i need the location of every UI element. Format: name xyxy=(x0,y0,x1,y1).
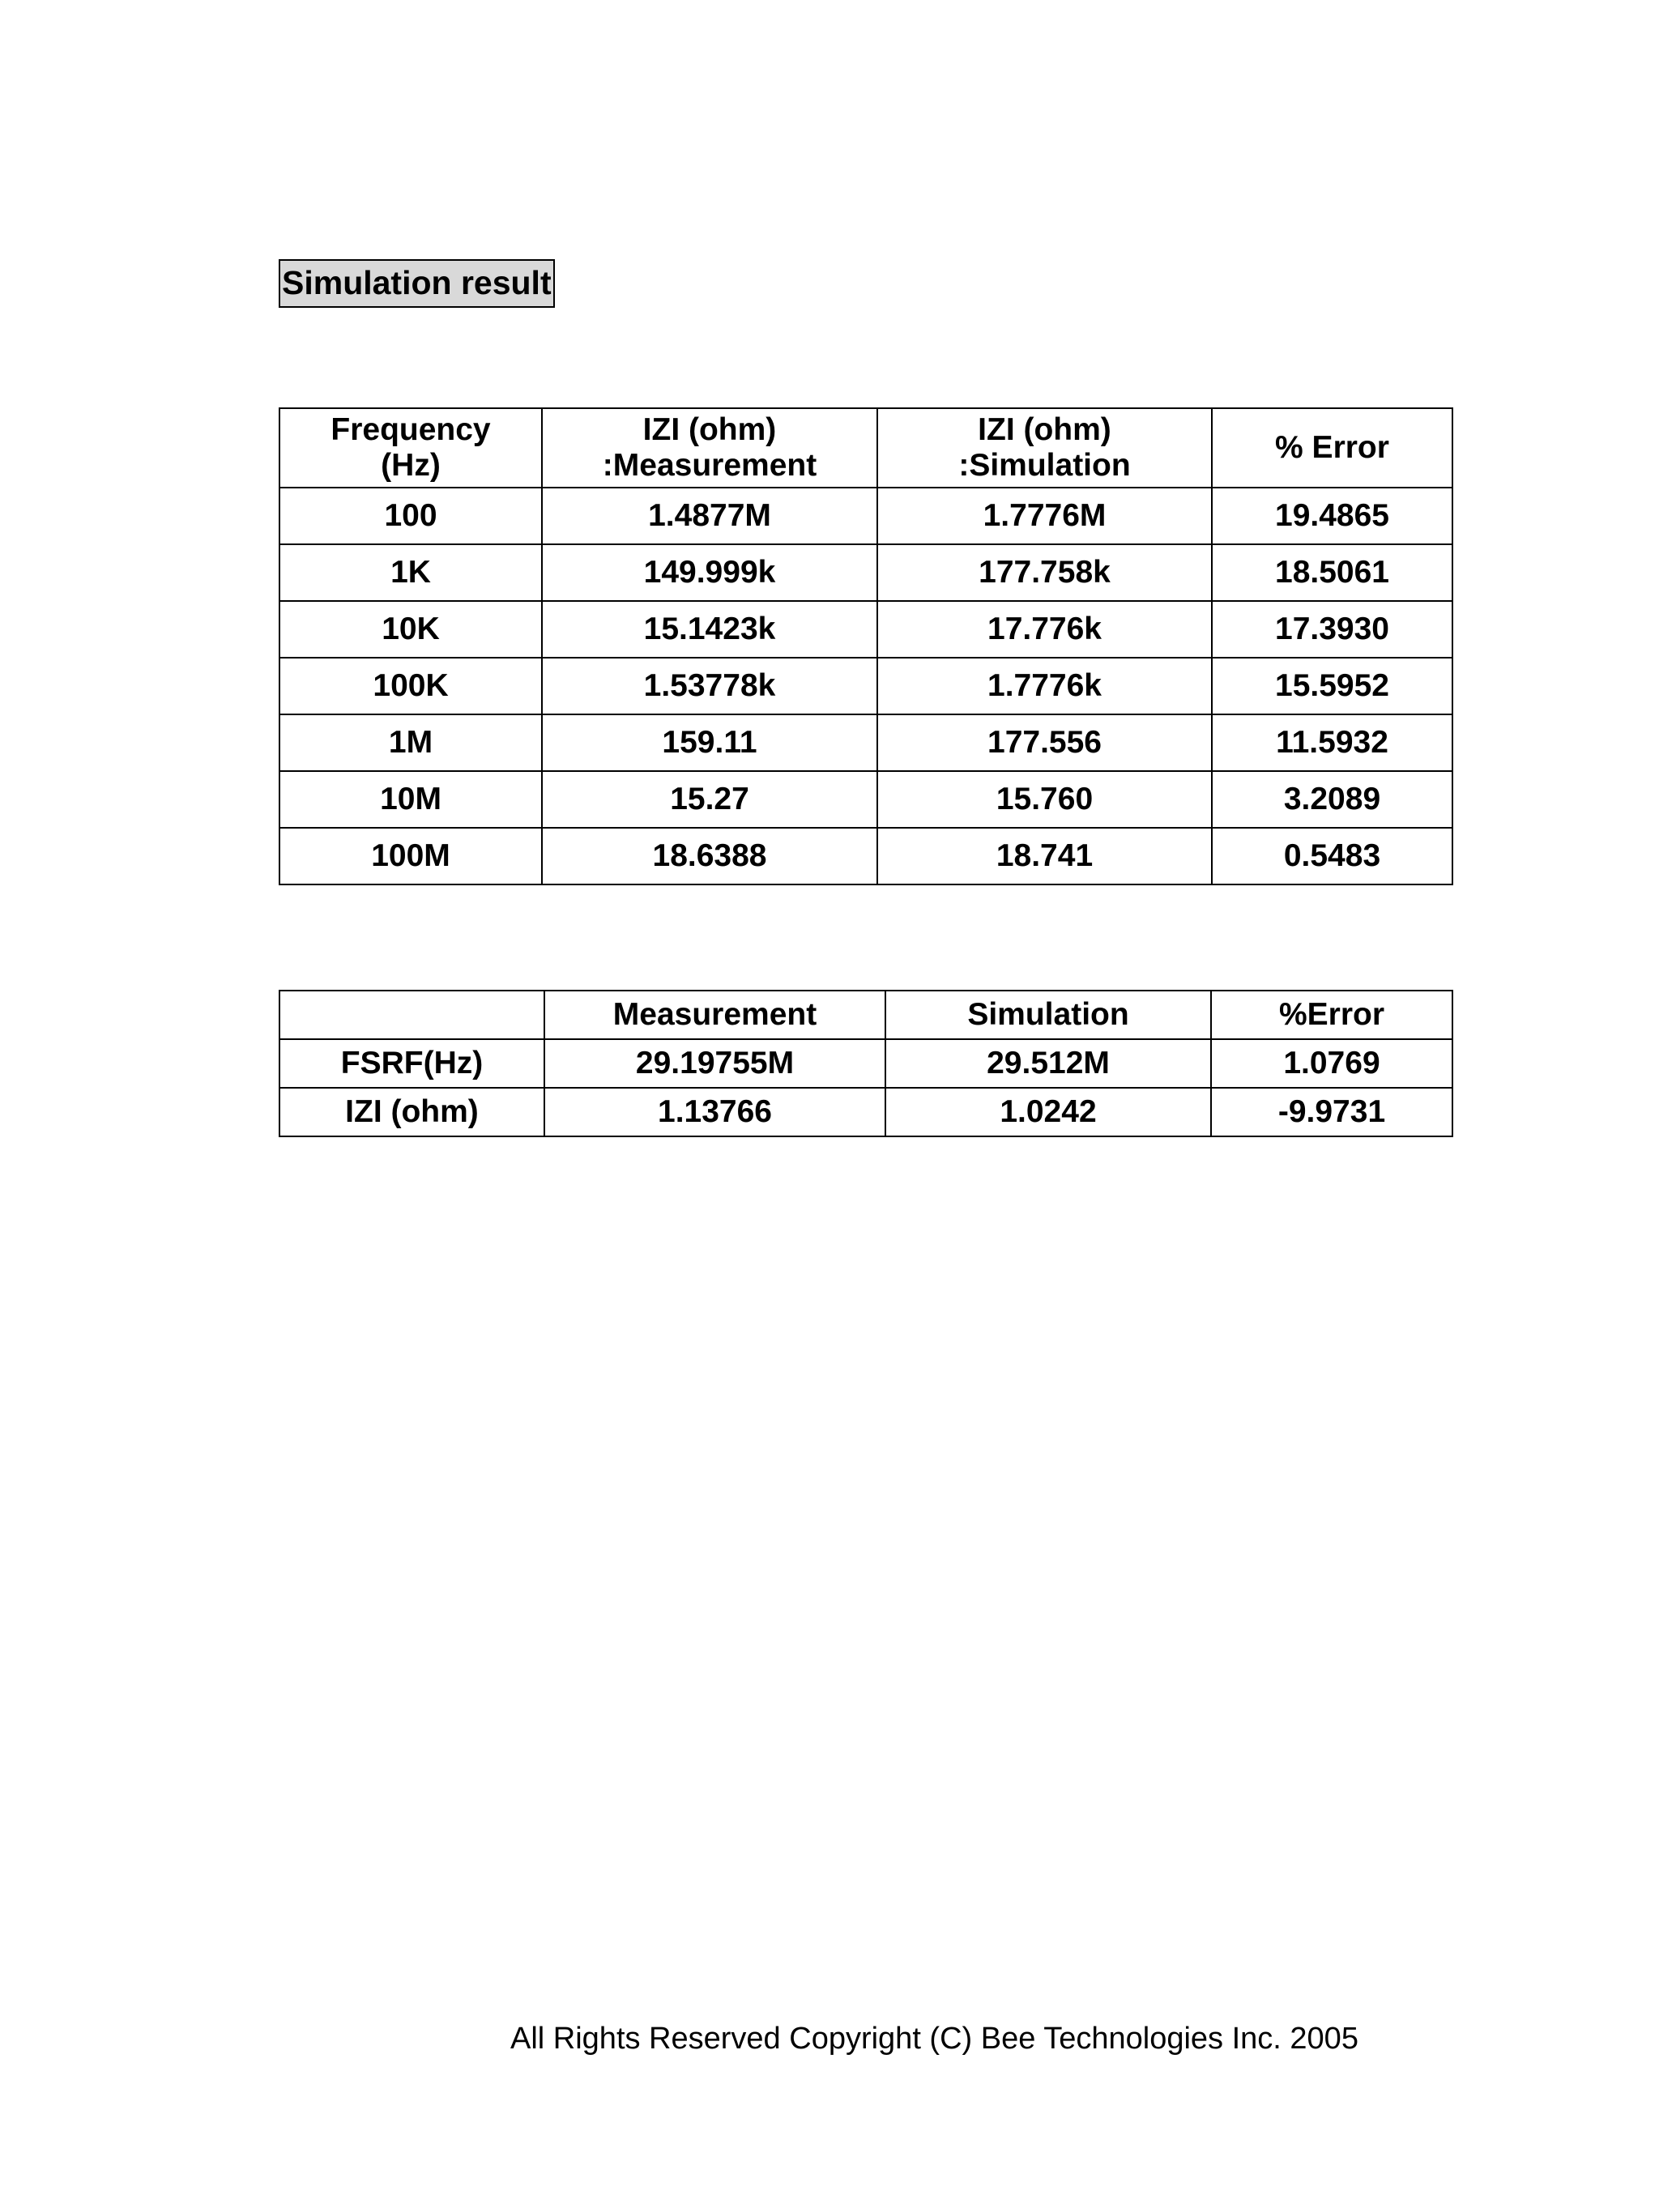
cell-measurement: 1.53778k xyxy=(542,658,877,714)
header-frequency: Frequency (Hz) xyxy=(279,408,542,488)
cell-simulation: 1.0242 xyxy=(885,1088,1211,1136)
table-row xyxy=(279,1088,1452,1136)
cell-simulation: 29.512M xyxy=(885,1039,1211,1088)
header-simulation: Simulation xyxy=(885,991,1211,1039)
table-row xyxy=(279,771,1452,828)
table-row xyxy=(279,658,1452,714)
cell-simulation: 177.556 xyxy=(877,714,1212,771)
header-error: % Error xyxy=(1212,408,1452,488)
cell-frequency: 100K xyxy=(279,658,542,714)
table-header-row xyxy=(279,408,1452,488)
impedance-results-table xyxy=(279,407,1453,885)
table-row xyxy=(279,601,1452,658)
table-row xyxy=(279,714,1452,771)
cell-error: 0.5483 xyxy=(1212,828,1452,884)
cell-error: 11.5932 xyxy=(1212,714,1452,771)
header-simulation: IZI (ohm) :Simulation xyxy=(877,408,1212,488)
cell-frequency: 10K xyxy=(279,601,542,658)
cell-measurement: 1.13766 xyxy=(544,1088,885,1136)
header-blank xyxy=(279,991,544,1039)
table-row xyxy=(279,828,1452,884)
cell-simulation: 18.741 xyxy=(877,828,1212,884)
cell-error: 17.3930 xyxy=(1212,601,1452,658)
table-row xyxy=(279,488,1452,544)
cell-simulation: 15.760 xyxy=(877,771,1212,828)
cell-frequency: 100M xyxy=(279,828,542,884)
cell-frequency: 100 xyxy=(279,488,542,544)
cell-measurement: 18.6388 xyxy=(542,828,877,884)
cell-error: -9.9731 xyxy=(1211,1088,1452,1136)
header-error: %Error xyxy=(1211,991,1452,1039)
cell-error: 18.5061 xyxy=(1212,544,1452,601)
cell-simulation: 17.776k xyxy=(877,601,1212,658)
table-header-row xyxy=(279,991,1452,1039)
section-title: Simulation result xyxy=(279,259,555,308)
copyright-footer: All Rights Reserved Copyright (C) Bee Technologies Inc. 2005 xyxy=(510,2022,1358,2056)
cell-parameter: IZI (ohm) xyxy=(279,1088,544,1136)
cell-simulation: 177.758k xyxy=(877,544,1212,601)
cell-error: 19.4865 xyxy=(1212,488,1452,544)
cell-simulation: 1.7776M xyxy=(877,488,1212,544)
fsrf-summary-table xyxy=(279,990,1453,1137)
cell-measurement: 1.4877M xyxy=(542,488,877,544)
table-row xyxy=(279,1039,1452,1088)
cell-measurement: 15.27 xyxy=(542,771,877,828)
cell-measurement: 159.11 xyxy=(542,714,877,771)
cell-frequency: 1M xyxy=(279,714,542,771)
header-measurement: Measurement xyxy=(544,991,885,1039)
cell-error: 1.0769 xyxy=(1211,1039,1452,1088)
table-row xyxy=(279,544,1452,601)
cell-frequency: 10M xyxy=(279,771,542,828)
cell-error: 15.5952 xyxy=(1212,658,1452,714)
cell-frequency: 1K xyxy=(279,544,542,601)
header-measurement: IZI (ohm) :Measurement xyxy=(542,408,877,488)
cell-measurement: 15.1423k xyxy=(542,601,877,658)
cell-parameter: FSRF(Hz) xyxy=(279,1039,544,1088)
cell-simulation: 1.7776k xyxy=(877,658,1212,714)
cell-measurement: 149.999k xyxy=(542,544,877,601)
cell-measurement: 29.19755M xyxy=(544,1039,885,1088)
cell-error: 3.2089 xyxy=(1212,771,1452,828)
